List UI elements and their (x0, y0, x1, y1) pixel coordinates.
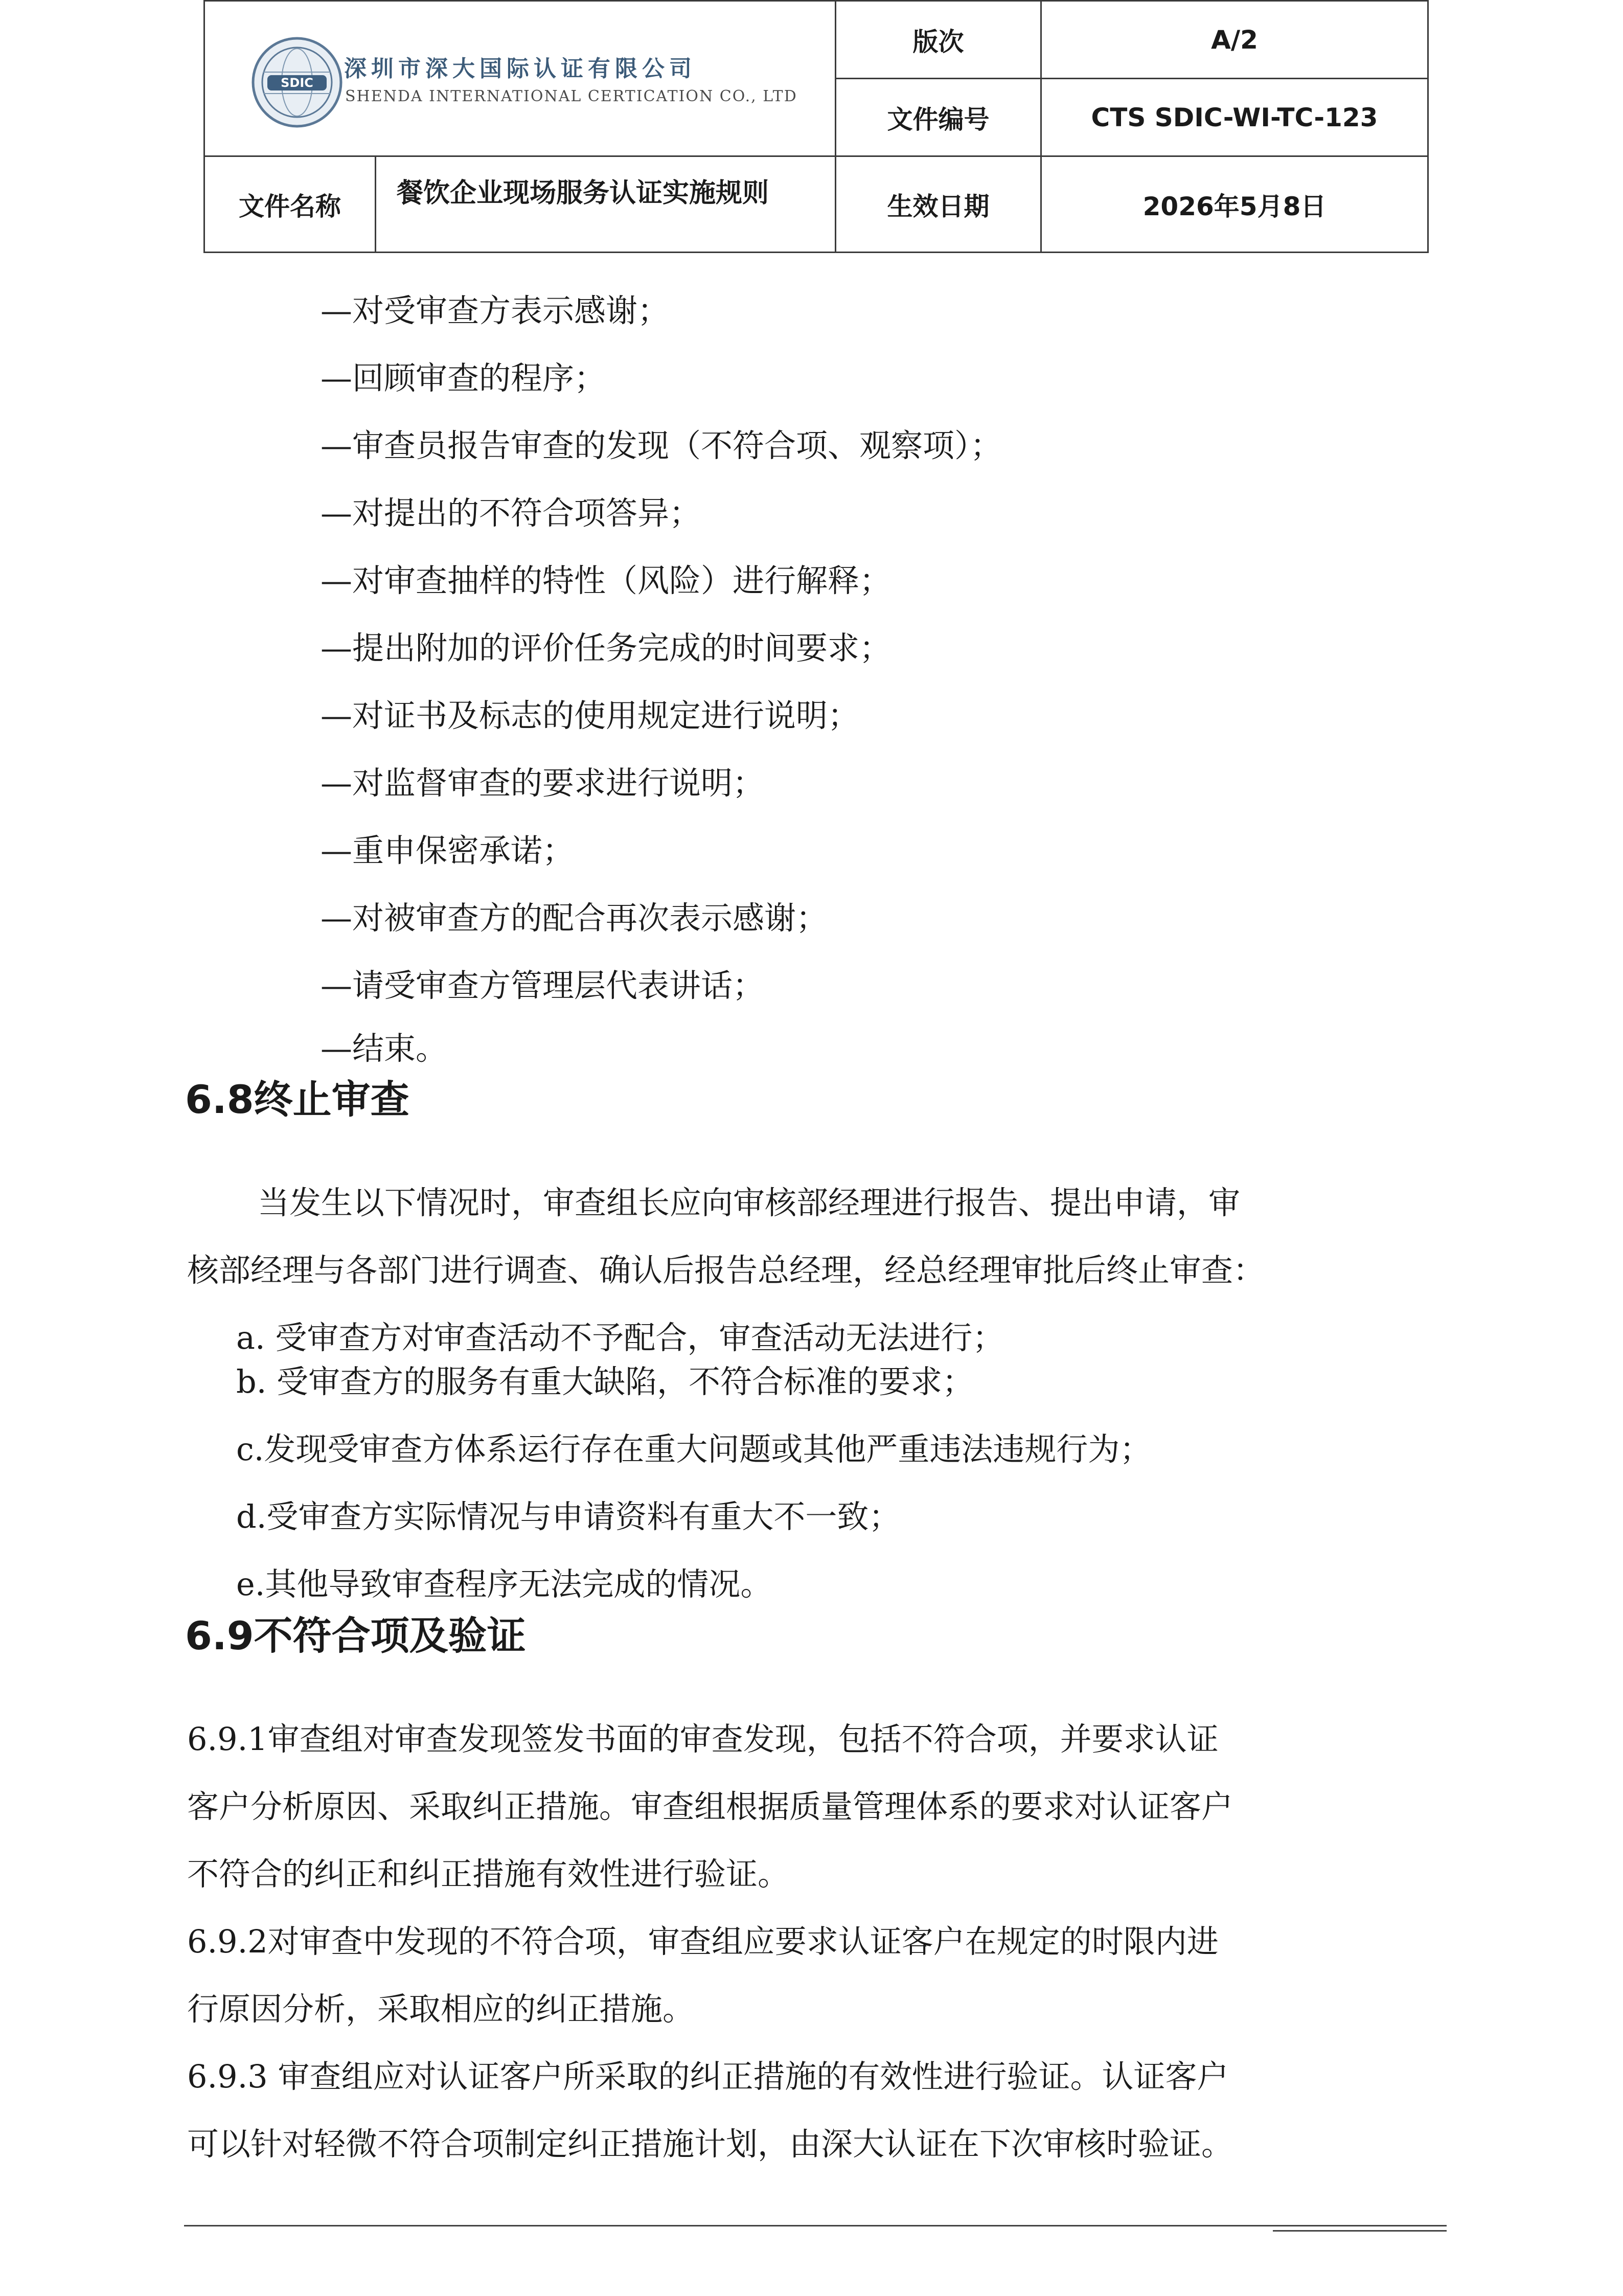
list-item: a. 受审查方对审查活动不予配合，审查活动无法进行； (236, 1319, 1004, 1356)
footer-divider-short (1273, 2230, 1447, 2232)
document-header-table (203, 0, 1429, 253)
footer-divider (184, 2225, 1447, 2226)
company-logo-icon (251, 36, 343, 128)
list-item: —请受审查方管理层代表讲话； (321, 967, 765, 1004)
list-item: —回顾审查的程序； (321, 359, 606, 397)
list-item: —对证书及标志的使用规定进行说明； (321, 697, 860, 734)
list-item: —对审查抽样的特性（风险）进行解释； (321, 562, 891, 599)
list-item: —审查员报告审查的发现（不符合项、观察项）； (321, 427, 1002, 464)
list-item: —结束。 (321, 1030, 448, 1067)
docno-value: CTS SDIC-WI-TC-123 (1041, 79, 1428, 156)
paragraph-line: 行原因分析，采取相应的纠正措施。 (187, 1990, 695, 2028)
logo-text: SDIC (281, 76, 313, 90)
paragraph-line: 客户分析原因、采取纠正措施。审查组根据质量管理体系的要求对认证客户 (187, 1788, 1233, 1825)
paragraph-line: 不符合的纠正和纠正措施有效性进行验证。 (187, 1855, 790, 1893)
paragraph-line: 6.9.1审查组对审查发现签发书面的审查发现，包括不符合项，并要求认证 (187, 1720, 1219, 1758)
paragraph-line: 当发生以下情况时，审查组长应向审核部经理进行报告、提出申请，审 (258, 1184, 1241, 1221)
list-item: —提出附加的评价任务完成的时间要求； (321, 629, 891, 667)
list-item: c.发现受审查方体系运行存在重大问题或其他严重违法违规行为； (236, 1430, 1152, 1468)
paragraph-line: 6.9.2对审查中发现的不符合项，审查组应要求认证客户在规定的时限内进 (187, 1923, 1219, 1960)
list-item: b. 受审查方的服务有重大缺陷，不符合标准的要求； (236, 1363, 974, 1400)
version-label: 版次 (836, 1, 1041, 79)
company-logo-cell (204, 1, 836, 156)
paragraph-line: 可以针对轻微不符合项制定纠正措施计划，由深大认证在下次审核时验证。 (187, 2125, 1233, 2163)
date-value: 2026年5月8日 (1041, 156, 1428, 253)
list-item: —对提出的不符合项答异； (321, 494, 701, 532)
section-heading-6-8: 6.8终止审查 (185, 1077, 409, 1122)
docno-label: 文件编号 (836, 79, 1041, 156)
paragraph-line: 核部经理与各部门进行调查、确认后报告总经理，经总经理审批后终止审查： (187, 1252, 1265, 1289)
section-heading-6-9: 6.9不符合项及验证 (185, 1613, 526, 1658)
date-label: 生效日期 (836, 156, 1041, 253)
list-item: —对监督审查的要求进行说明； (321, 764, 765, 802)
version-value: A/2 (1041, 1, 1428, 79)
docname-value: 餐饮企业现场服务认证实施规则 (376, 156, 836, 253)
company-name-en: SHENDA INTERNATIONAL CERTICATION CO., LTD (345, 87, 797, 105)
company-name-cn: 深圳市深大国际认证有限公司 (344, 56, 696, 82)
docname-label: 文件名称 (204, 156, 376, 253)
list-item: d.受审查方实际情况与申请资料有重大不一致； (236, 1498, 901, 1535)
list-item: —对被审查方的配合再次表示感谢； (321, 899, 828, 937)
list-item: —对受审查方表示感谢； (321, 292, 670, 329)
list-item: e.其他导致审查程序无法完成的情况。 (236, 1565, 772, 1603)
paragraph-line: 6.9.3 审查组应对认证客户所采取的纠正措施的有效性进行验证。认证客户 (187, 2058, 1229, 2095)
list-item: —重申保密承诺； (321, 832, 575, 869)
